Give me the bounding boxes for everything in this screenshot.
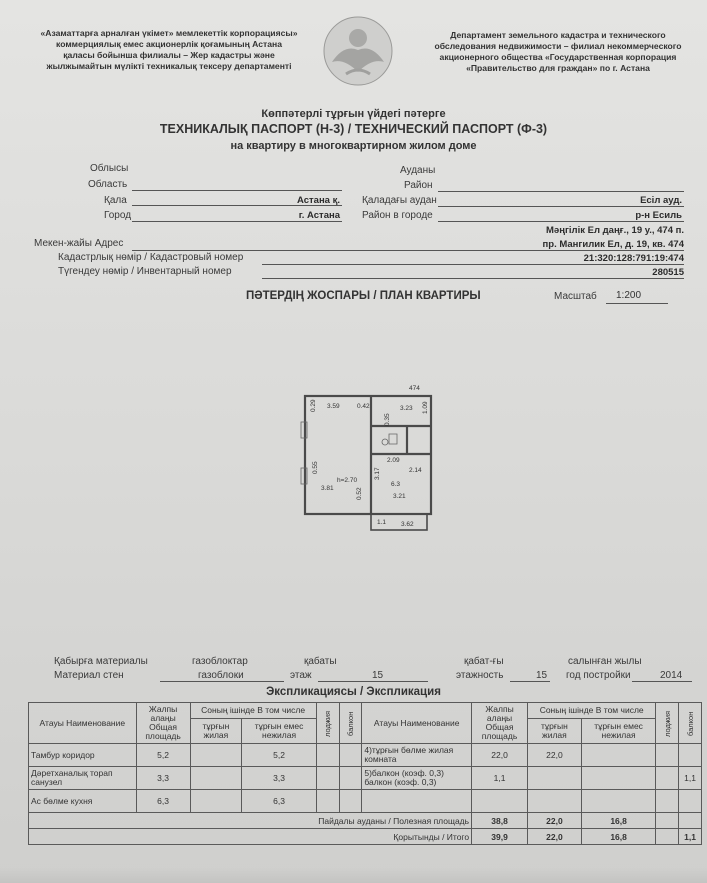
useful-living: 22,0 xyxy=(527,813,581,829)
plan-dim-9: 3.21 xyxy=(393,493,406,500)
cadastral-label: Кадастрлық нөмір / Кадастровый номер xyxy=(58,252,244,263)
col-nonliving: тұрғын емес нежилая xyxy=(242,719,317,744)
cell-nonliving-2 xyxy=(581,744,656,767)
address-line xyxy=(132,250,684,251)
cell-name: Дәретханалық торап санузел xyxy=(29,767,137,790)
col-total: Жалпы алаңы Общая площадь xyxy=(136,703,190,744)
inventory-label: Түгендеу нөмір / Инвентарный номер xyxy=(58,266,232,277)
cell-balcony-2 xyxy=(679,790,702,813)
audany-label: Ауданы xyxy=(400,165,436,176)
plan-dim-2: 0.42 xyxy=(357,403,370,410)
gorod-label: Город xyxy=(104,210,132,221)
header-left-line-4: жылжымайтын мүлікті техникалық тексеру департаменті xyxy=(46,61,292,71)
cell-balcony-2 xyxy=(679,744,702,767)
title-kaz-subtitle: Көппәтерлі тұрғын үйдегі пәтерге xyxy=(261,108,446,120)
scale-value: 1:200 xyxy=(616,290,642,301)
bottom-shadow xyxy=(0,868,707,883)
cell-balcony xyxy=(339,790,362,813)
cell-nonliving: 6,3 xyxy=(242,790,317,813)
cell-balcony-2: 1,1 xyxy=(679,767,702,790)
explication-heading: Экспликациясы / Экспликация xyxy=(266,686,441,698)
cell-name-2: 5)балкон (коэф. 0,3) балкон (коэф. 0,3) xyxy=(362,767,472,790)
plan-dim-14: 0.35 xyxy=(384,413,391,426)
plan-dim-11: 0.55 xyxy=(312,461,319,474)
cell-living xyxy=(190,744,242,767)
scale-line xyxy=(606,303,668,304)
table-header-row xyxy=(29,703,702,719)
cell-nonliving-2 xyxy=(581,767,656,790)
cell-living-2: 22,0 xyxy=(527,744,581,767)
wall-label-kz: Қабырға материалы xyxy=(54,656,148,667)
audan-value-kz: Есіл ауд. xyxy=(640,195,682,206)
floor-line xyxy=(318,681,428,682)
floors-label-ru: этажность xyxy=(456,670,504,681)
kala-line xyxy=(132,205,342,206)
cell-living xyxy=(190,767,242,790)
oblast-line xyxy=(132,190,342,191)
useful-area-label: Пайдалы ауданы / Полезная площадь xyxy=(29,813,472,829)
cell-loggia xyxy=(316,744,339,767)
header-left-org xyxy=(34,28,304,72)
wall-label-ru: Материал стен xyxy=(54,670,124,681)
kala-label: Қала xyxy=(104,195,127,206)
address-value-kz: Мәңгілік Ел даңғ., 19 у., 474 п. xyxy=(546,225,684,236)
total-row xyxy=(29,829,702,845)
col-incl: Соның ішінде В том числе xyxy=(190,703,316,719)
cell-loggia xyxy=(316,767,339,790)
plan-dim-17: 1.1 xyxy=(377,519,387,526)
col-nonliving-2: тұрғын емес нежилая xyxy=(581,719,656,744)
cell-name-2: 4)тұрғын бөлме жилая комната xyxy=(362,744,472,767)
corporation-emblem-icon xyxy=(318,14,398,88)
useful-nonliving: 16,8 xyxy=(581,813,656,829)
plan-dim-1: 3.59 xyxy=(327,403,340,410)
table-row xyxy=(29,790,702,813)
header-right-org xyxy=(420,30,696,74)
plan-dim-8: 6.3 xyxy=(391,481,401,488)
explication-table xyxy=(28,702,702,845)
cell-total: 5,2 xyxy=(136,744,190,767)
floor-plan-diagram xyxy=(297,382,437,532)
col-balcony-2: балкон xyxy=(679,703,702,744)
plan-dim-4: 1.09 xyxy=(422,401,429,414)
col-living: тұрғын жилая xyxy=(190,719,242,744)
cell-balcony xyxy=(339,744,362,767)
cell-name-2 xyxy=(362,790,472,813)
raion-gorod-label: Район в городе xyxy=(362,210,433,221)
header-right-line-2: обследования недвижимости – филиал некоммерческого xyxy=(434,41,682,51)
cell-loggia xyxy=(316,790,339,813)
header-left-line-1: «Азаматтарға арналған үкімет» мемлекеттік корпорациясы» xyxy=(40,28,298,38)
col-incl-2: Соның ішінде В том числе xyxy=(527,703,655,719)
title-subtitle: на квартиру в многоквартирном жилом доме xyxy=(230,140,477,152)
grand-living: 22,0 xyxy=(527,829,581,845)
address-label: Мекен-жайы Адрес xyxy=(34,238,124,249)
address-value-ru: пр. Мангилик Ел, д. 19, кв. 474 xyxy=(542,239,684,250)
plan-dim-16: 2.09 xyxy=(387,457,400,464)
table-row xyxy=(29,744,702,767)
col-balcony: балкон xyxy=(339,703,362,744)
gorod-line xyxy=(132,221,342,222)
plan-dim-7: h=2.70 xyxy=(337,477,358,484)
cadastral-line xyxy=(262,264,684,265)
header-left-line-2: коммерциялық емес акционерлік қоғамының Астана xyxy=(56,39,282,49)
floor-label-kz: қабаты xyxy=(304,656,337,667)
kala-value: Астана қ. xyxy=(296,195,340,206)
col-living-2: тұрғын жилая xyxy=(527,719,581,744)
plan-dim-10: 3.62 xyxy=(401,521,414,528)
plan-sink xyxy=(382,439,388,445)
cell-name: Ас бөлме кухня xyxy=(29,790,137,813)
floors-value: 15 xyxy=(536,670,548,681)
page-title: ТЕХНИКАЛЫҚ ПАСПОРТ (Н-3) / ТЕХНИЧЕСКИЙ ПАСПОРТ (Ф-3) xyxy=(159,122,548,136)
cell-total: 6,3 xyxy=(136,790,190,813)
col-loggia: лоджия xyxy=(316,703,339,744)
floor-label-ru: этаж xyxy=(290,670,312,681)
header-right-line-4: «Правительство для граждан» по г. Астана xyxy=(466,63,650,73)
plan-dim-13: 0.52 xyxy=(356,487,363,500)
cell-living-2 xyxy=(527,790,581,813)
raion-gorod-line xyxy=(438,221,684,222)
header-right-line-3: акционерного общества «Государственная корпорация xyxy=(439,52,677,62)
cell-nonliving-2 xyxy=(581,790,656,813)
col-name: Атауы Наименование xyxy=(29,703,137,744)
plan-dim-15: 0.29 xyxy=(310,399,317,412)
cell-nonliving: 3,3 xyxy=(242,767,317,790)
plan-heading: ПӘТЕРДІҢ ЖОСПАРЫ / ПЛАН КВАРТИРЫ xyxy=(246,290,481,302)
year-line xyxy=(632,681,692,682)
cell-total-2 xyxy=(472,790,528,813)
grand-balcony: 1,1 xyxy=(679,829,702,845)
header-right-line-1: Департамент земельного кадастра и технического xyxy=(450,30,666,40)
kala-audan-line xyxy=(438,206,684,207)
total-label: Қорытынды / Итого xyxy=(29,829,472,845)
plan-apt-number: 474 xyxy=(409,385,420,392)
useful-loggia xyxy=(656,813,679,829)
grand-loggia xyxy=(656,829,679,845)
plan-bath-fixture xyxy=(389,434,397,444)
col-name-2: Атауы Наименование xyxy=(362,703,472,744)
cell-balcony xyxy=(339,767,362,790)
scale-label: Масштаб xyxy=(554,291,597,302)
cell-name: Тамбур коридор xyxy=(29,744,137,767)
table-row xyxy=(29,767,702,790)
cell-loggia-2 xyxy=(656,767,679,790)
useful-balcony xyxy=(679,813,702,829)
header-left-line-3: қаласы бойынша филиалы – Жер кадастры және xyxy=(63,50,275,60)
plan-dim-6: 3.81 xyxy=(321,485,334,492)
cell-loggia-2 xyxy=(656,790,679,813)
wall-line xyxy=(160,681,284,682)
inventory-value: 280515 xyxy=(652,267,684,278)
floors-line xyxy=(510,681,550,682)
raion-label: Район xyxy=(404,180,433,191)
cell-total: 3,3 xyxy=(136,767,190,790)
year-label-ru: год постройки xyxy=(566,670,631,681)
floor-value: 15 xyxy=(372,670,384,681)
year-label-kz: салынған жылы xyxy=(568,656,642,667)
grand-total: 39,9 xyxy=(472,829,528,845)
wall-value-ru: газоблоки xyxy=(198,670,244,681)
cadastral-value: 21:320:128:791:19:474 xyxy=(583,253,684,264)
inventory-line xyxy=(262,278,684,279)
col-loggia-2: лоджия xyxy=(656,703,679,744)
plan-dim-5: 2.14 xyxy=(409,467,422,474)
cell-loggia-2 xyxy=(656,744,679,767)
cell-living xyxy=(190,790,242,813)
grand-nonliving: 16,8 xyxy=(581,829,656,845)
oblys-label: Облысы xyxy=(90,163,129,174)
audan-value-ru: р-н Есиль xyxy=(635,210,682,221)
cell-total-2: 1,1 xyxy=(472,767,528,790)
kala-audan-label: Қаладағы аудан xyxy=(362,195,437,206)
gorod-value: г. Астана xyxy=(298,210,340,221)
useful-total: 38,8 xyxy=(472,813,528,829)
plan-dim-3: 3.23 xyxy=(400,405,413,412)
cell-total-2: 22,0 xyxy=(472,744,528,767)
raion-line xyxy=(438,191,684,192)
floors-label-kz: қабат-ғы xyxy=(464,656,504,667)
useful-area-row xyxy=(29,813,702,829)
wall-value-kz: газоблоктар xyxy=(192,656,248,667)
col-total-2: Жалпы алаңы Общая площадь xyxy=(472,703,528,744)
plan-dim-12: 3.17 xyxy=(374,467,381,480)
oblast-label: Область xyxy=(88,179,128,190)
year-value: 2014 xyxy=(660,670,683,681)
cell-nonliving: 5,2 xyxy=(242,744,317,767)
cell-living-2 xyxy=(527,767,581,790)
